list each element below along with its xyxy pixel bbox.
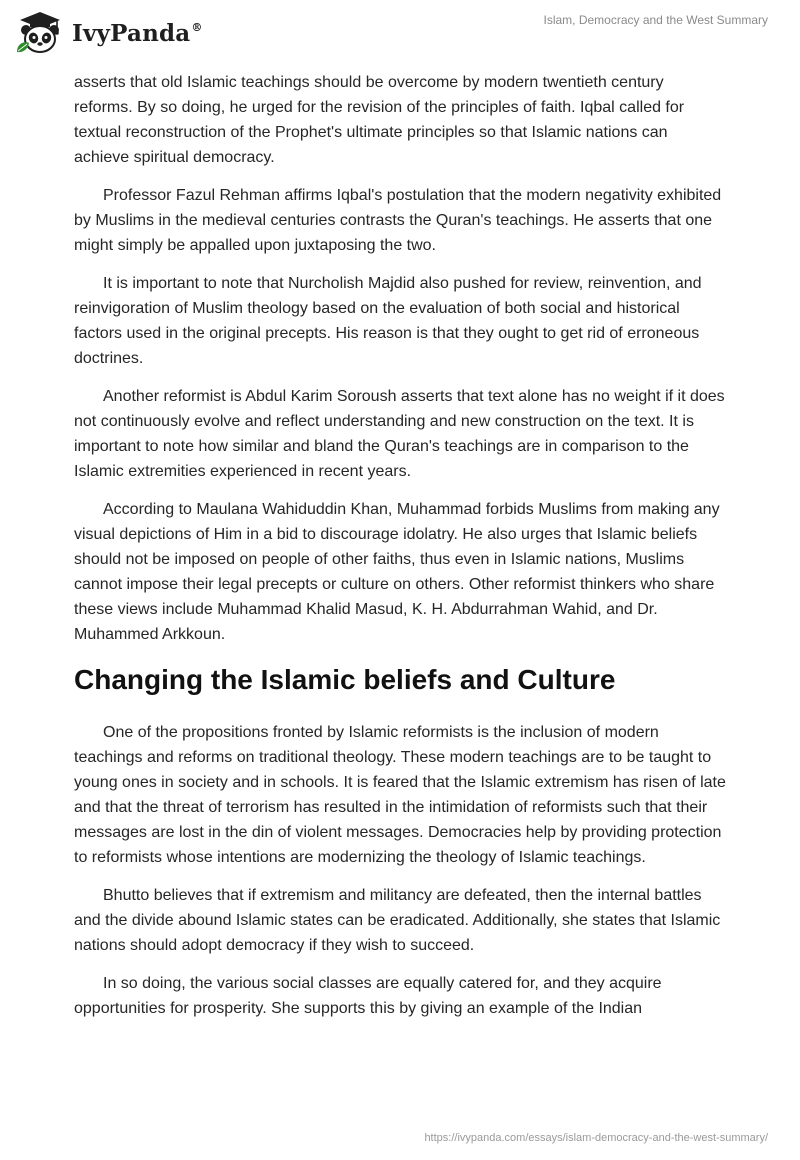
- essay-content: [74, 70, 726, 1034]
- paragraph: asserts that old Islamic teachings should be overcome by modern twentieth century reforms. By so doing, he urged for the revision of the principles of faith. Iqbal called for textual reconstruction of the Prophet's ultimate principles so that Islamic nations can achieve spiritual democracy.: [74, 74, 685, 166]
- paragraph: Professor Fazul Rehman affirms Iqbal's postulation that the modern negativity exhibited by Muslims in the medieval centuries contrasts the Quran's teachings. He asserts that one might simply be appalled upon juxtaposing the two.: [74, 187, 722, 254]
- paragraph: According to Maulana Wahiduddin Khan, Muhammad forbids Muslims from making any visual depictions of Him in a bid to discourage idolatry. He also urges that Islamic beliefs should not be imposed on people of other faiths, thus even in Islamic nations, Muslims cannot impose their legal precepts or culture on others. Other reformist thinkers who share these views include Muhammad Khalid Masud, K. H. Abdurrahman Wahid, and Dr. Muhammed Arkkoun.: [74, 501, 720, 643]
- panda-graduate-icon: [14, 8, 66, 56]
- logo-text: IvyPanda: [72, 19, 191, 47]
- paragraph: In so doing, the various social classes are equally catered for, and they acquire opportunities for prosperity. She supports this by giving an example of the Indian: [74, 975, 662, 1017]
- footer-url-link[interactable]: https://ivypanda.com/essays/islam-democracy-and-the-west-summary/: [424, 1132, 768, 1144]
- paragraph: Bhutto believes that if extremism and militancy are defeated, then the internal battles and the divide abound Islamic states can be eradicated. Additionally, she states that Islamic nations should adopt democracy if they wish to succeed.: [74, 887, 721, 954]
- ivypanda-logo[interactable]: [14, 8, 203, 56]
- paragraph: It is important to note that Nurcholish Majdid also pushed for review, reinvention, and reinvigoration of Muslim theology based on the evaluation of both social and historical factors used in the original precepts. His reason is that they ought to get rid of erroneous doctrines.: [74, 275, 702, 367]
- running-title: Islam, Democracy and the West Summary: [543, 13, 768, 27]
- page-header: [0, 0, 800, 64]
- paragraph: Another reformist is Abdul Karim Soroush asserts that text alone has no weight if it does not continuously evolve and reflect understanding and new construction on the text. It is important to note how similar and bland the Quran's teachings are in comparison to the Islamic extremities experienced in recent years.: [74, 388, 725, 480]
- registered-mark: ®: [191, 20, 203, 34]
- paragraph: One of the propositions fronted by Islamic reformists is the inclusion of modern teachings and reforms on traditional theology. These modern teachings are to be taught to young ones in society and in schools. It is feared that the Islamic extremism has risen of late and that the threat of terrorism has resulted in the intimidation of reformists such that their messages are lost in the din of violent messages. Democracies help by providing protection to reformists whose intentions are modernizing the theology of Islamic teachings.: [74, 724, 726, 866]
- section-heading: Changing the Islamic beliefs and Culture: [74, 664, 616, 695]
- logo-wordmark: [72, 20, 203, 47]
